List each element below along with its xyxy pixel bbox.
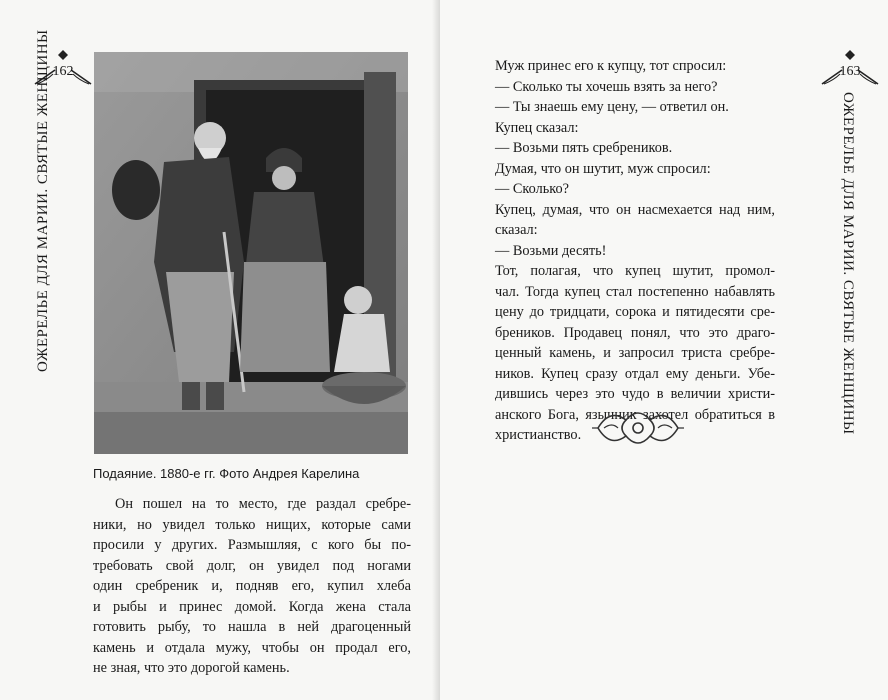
text-line: камень и отдала мужу, чтобы он продал его, <box>93 639 411 656</box>
text-line: — Возьми десять! <box>495 242 607 259</box>
text-line: сказал: <box>495 222 538 238</box>
text-line: один сребреник и, подняв его, купил хлеба <box>93 578 411 594</box>
text-line: Он пошел на то место, где раздал сребре- <box>115 496 411 512</box>
text-line: — Ты знаешь ему цену, — ответил он. <box>495 99 729 115</box>
text-line: анского Бога, язычник захотел обратиться в <box>495 406 775 423</box>
text-line: — Возьми пять сребреников. <box>495 140 673 156</box>
text-line: Купец сказал: <box>495 119 579 136</box>
text-line: — Сколько ты хочешь взять за него? <box>495 78 718 95</box>
running-title: ОЖЕРЕЛЬЕ ДЛЯ МАРИИ. СВЯТЫЕ ЖЕНЩИНЫ <box>35 29 51 372</box>
text-line: ценный камень, и запросил триста сребре- <box>495 345 775 361</box>
text-line: готовить рыбу, то нашла в ней драгоценный <box>93 619 411 635</box>
decorative-vignette-icon <box>590 402 686 454</box>
text-line: бреников. Продавец понял, что это драго- <box>495 324 775 341</box>
text-line: христианство. <box>495 427 582 443</box>
right-page-number-block <box>820 48 880 88</box>
photograph <box>94 52 408 454</box>
left-page <box>0 0 440 700</box>
text-line: — Сколько? <box>495 181 569 197</box>
photo-caption: Подаяние. 1880-е гг. Фото Андрея Карелина <box>93 466 360 481</box>
text-line: ников. Купец сразу отдал ему деньги. Убе- <box>495 365 775 382</box>
text-line: Думая, что он шутит, муж спросил: <box>495 160 711 177</box>
text-line: просили у других. Размышляя, с кого бы по- <box>93 537 411 553</box>
text-line: и рыбы и принес домой. Когда жена стала <box>93 598 411 615</box>
text-line: чал. Тогда купец стал постепенно набавлять <box>495 283 775 300</box>
text-line: Купец, думая, что он насмехается над ним, <box>495 201 775 218</box>
text-line: ники, но увидел только нищих, которые сами <box>93 516 411 533</box>
text-line: цену до тридцати, сорока и пятидесяти сре- <box>495 304 775 320</box>
right-body-text <box>495 56 775 446</box>
text-line: требовать свой долг, он увидел под ногами <box>93 557 411 574</box>
almsgiving-photo-illustration <box>94 52 408 454</box>
text-line: Муж принес его к купцу, тот спросил: <box>495 58 727 74</box>
left-body-text <box>93 494 411 679</box>
running-title: ОЖЕРЕЛЬЕ ДЛЯ МАРИИ. СВЯТЫЕ ЖЕНЩИНЫ <box>840 92 856 435</box>
text-line: дившись через это чудо в величии христи- <box>495 386 775 402</box>
text-line: не зная, что это дорогой камень. <box>93 660 290 676</box>
page-number: 163 <box>839 64 861 79</box>
page-number: 162 <box>52 64 74 79</box>
text-line: Тот, полагая, что купец шутит, промол- <box>495 263 775 279</box>
